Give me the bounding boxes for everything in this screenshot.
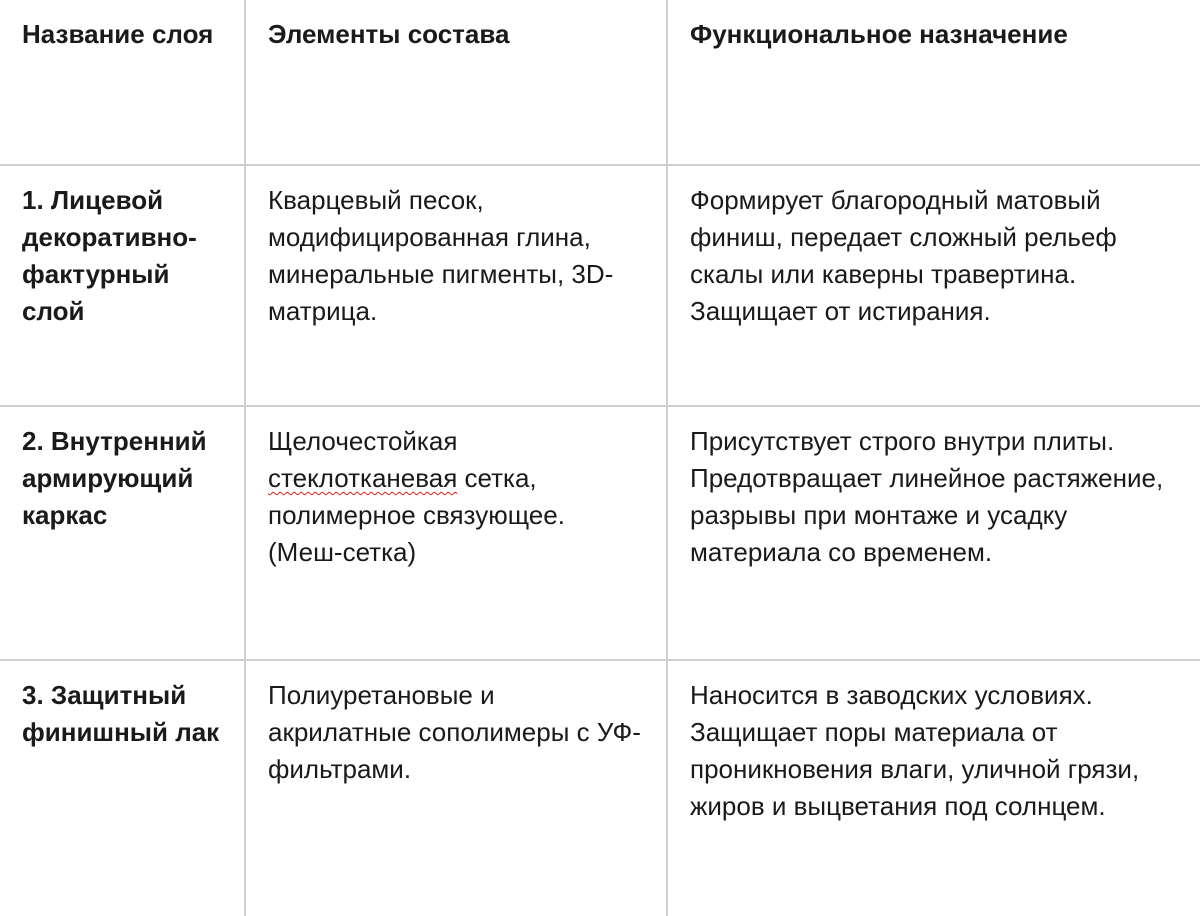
- spellcheck-flagged-word[interactable]: стеклотканевая: [268, 463, 458, 493]
- layer-name-cell: 1. Лицевой декоративно-фактурный слой: [0, 165, 245, 406]
- layer-name-cell: 2. Внутренний армирующий каркас: [0, 406, 245, 660]
- table-row: [0, 660, 1200, 916]
- header-cell-function: Функциональное назначение: [667, 0, 1200, 165]
- composition-cell: [245, 406, 667, 660]
- function-cell: Формирует благородный матовый финиш, передает сложный рельеф скалы или каверны травертина. Защищает от истирания.: [667, 165, 1200, 406]
- composition-cell: Кварцевый песок, модифицированная глина, минеральные пигменты, 3D-матрица.: [245, 165, 667, 406]
- layer-name-cell: 3. Защитный финишный лак: [0, 660, 245, 916]
- header-cell-layer-name: Название слоя: [0, 0, 245, 165]
- header-cell-composition: Элементы состава: [245, 0, 667, 165]
- function-cell: Наносится в заводских условиях. Защищает поры материала от проникновения влаги, уличной грязи, жиров и выцветания под солнцем.: [690, 680, 1140, 821]
- composition-text-end: сетка, полимерное связующее. (Меш-сетка): [268, 463, 565, 567]
- table-row: [0, 165, 1200, 406]
- table-header-row: [0, 0, 1200, 165]
- function-cell: Присутствует строго внутри плиты. Предотвращает линейное растяжение, разрывы при монтаже и усадку материала со временем.: [667, 406, 1200, 660]
- composition-text-start: Щелочестойкая: [268, 426, 458, 456]
- composition-cell: Полиуретановые и акрилатные сополимеры с УФ-фильтрами.: [245, 660, 667, 916]
- table-row: [0, 406, 1200, 660]
